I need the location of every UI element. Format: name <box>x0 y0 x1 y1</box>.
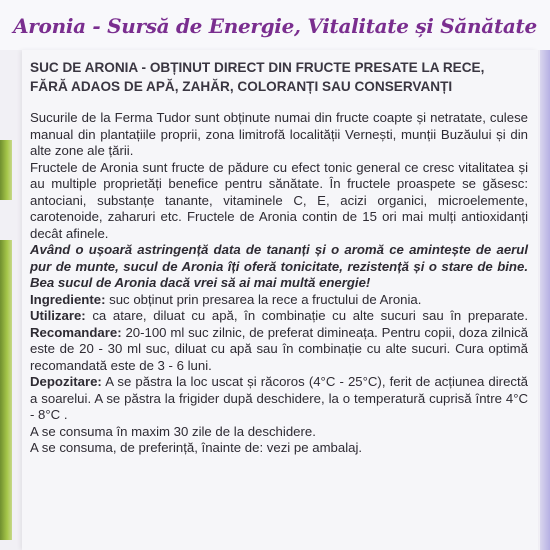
usage-text: ca atare, diluat cu apă, în combinație cu alte sucuri sau în preparate. <box>85 308 528 323</box>
paragraph-origin: Sucurile de la Ferma Tudor sunt obținute numai din fructe coapte și netratate, culese manual din plantațiile proprii, zona limitrofă localității Vernești, munții Buzăului și din alte zone ale țării. <box>30 110 528 158</box>
left-edge-accent-bottom <box>0 240 12 540</box>
recommend-text: 20-100 ml suc zilnic, de preferat dimineața. Pentru copii, doza zilnică este de 20 - 30 ml suc, diluat cu apă sau în combinație cu alte sucuri. Cura optimă recomandată este de 3 - 6 luni. <box>30 324 528 373</box>
paragraph-ingredients <box>30 292 528 309</box>
paragraph-storage <box>30 374 528 424</box>
header-banner <box>0 0 550 50</box>
ingredients-text: suc obținut prin presarea la rece a fructului de Aronia. <box>105 291 422 307</box>
paragraph-usage <box>30 308 528 374</box>
paragraph-best-before: A se consuma, de preferință, înainte de: vezi pe ambalaj. <box>30 440 363 455</box>
label-text <box>30 58 528 457</box>
banner-title: Aronia - Sursă de Energie, Vitalitate și Sănătate <box>13 14 537 38</box>
ingredients-label: Ingrediente: <box>30 291 106 307</box>
paragraph-benefits: Fructele de Aronia sunt fructe de pădure cu efect tonic general ce cresc vitalitatea și au multiple proprietăți benefice pentru sănătate. În fructele proaspete se găsesc: antociani, substanțe tanante, vitaminele C, E, acizi organici, microelemente, carotenoide, zaharuri etc. Fructele de Aronia contin de 15 ori mai mulți antioxidanți decât afinele. <box>30 159 528 241</box>
product-heading <box>30 58 528 96</box>
heading-line-2: FĂRĂ ADAOS DE APĂ, ZAHĂR, COLORANȚI SAU CONSERVANȚI <box>30 79 453 94</box>
heading-line-1: SUC DE ARONIA - OBȚINUT DIRECT DIN FRUCTE PRESATE LA RECE, <box>30 60 485 75</box>
left-edge-accent-top <box>0 140 12 200</box>
paragraph-emphasis: Având o ușoară astringență data de tananți și o aromă ce amintește de aerul pur de munte, sucul de Aronia îți oferă tonicitate, rezistență și o stare de bine. Bea sucul de Aronia dacă vrei să ai mai multă energie! <box>30 242 528 290</box>
paragraph-consume-within: A se consuma în maxim 30 zile de la deschidere. <box>30 423 316 439</box>
storage-text: A se păstra la loc uscat și răcoros (4°C - 25°C), ferit de acțiunea directă a soarelui. A se păstra la frigider după deschidere, la o temperatură cuprisă între 4°C - 8°C . <box>30 374 528 422</box>
storage-label: Depozitare: <box>30 374 102 389</box>
recommend-label: Recomandare: <box>30 324 122 340</box>
usage-label: Utilizare: <box>30 308 86 323</box>
right-edge-accent <box>540 50 550 550</box>
